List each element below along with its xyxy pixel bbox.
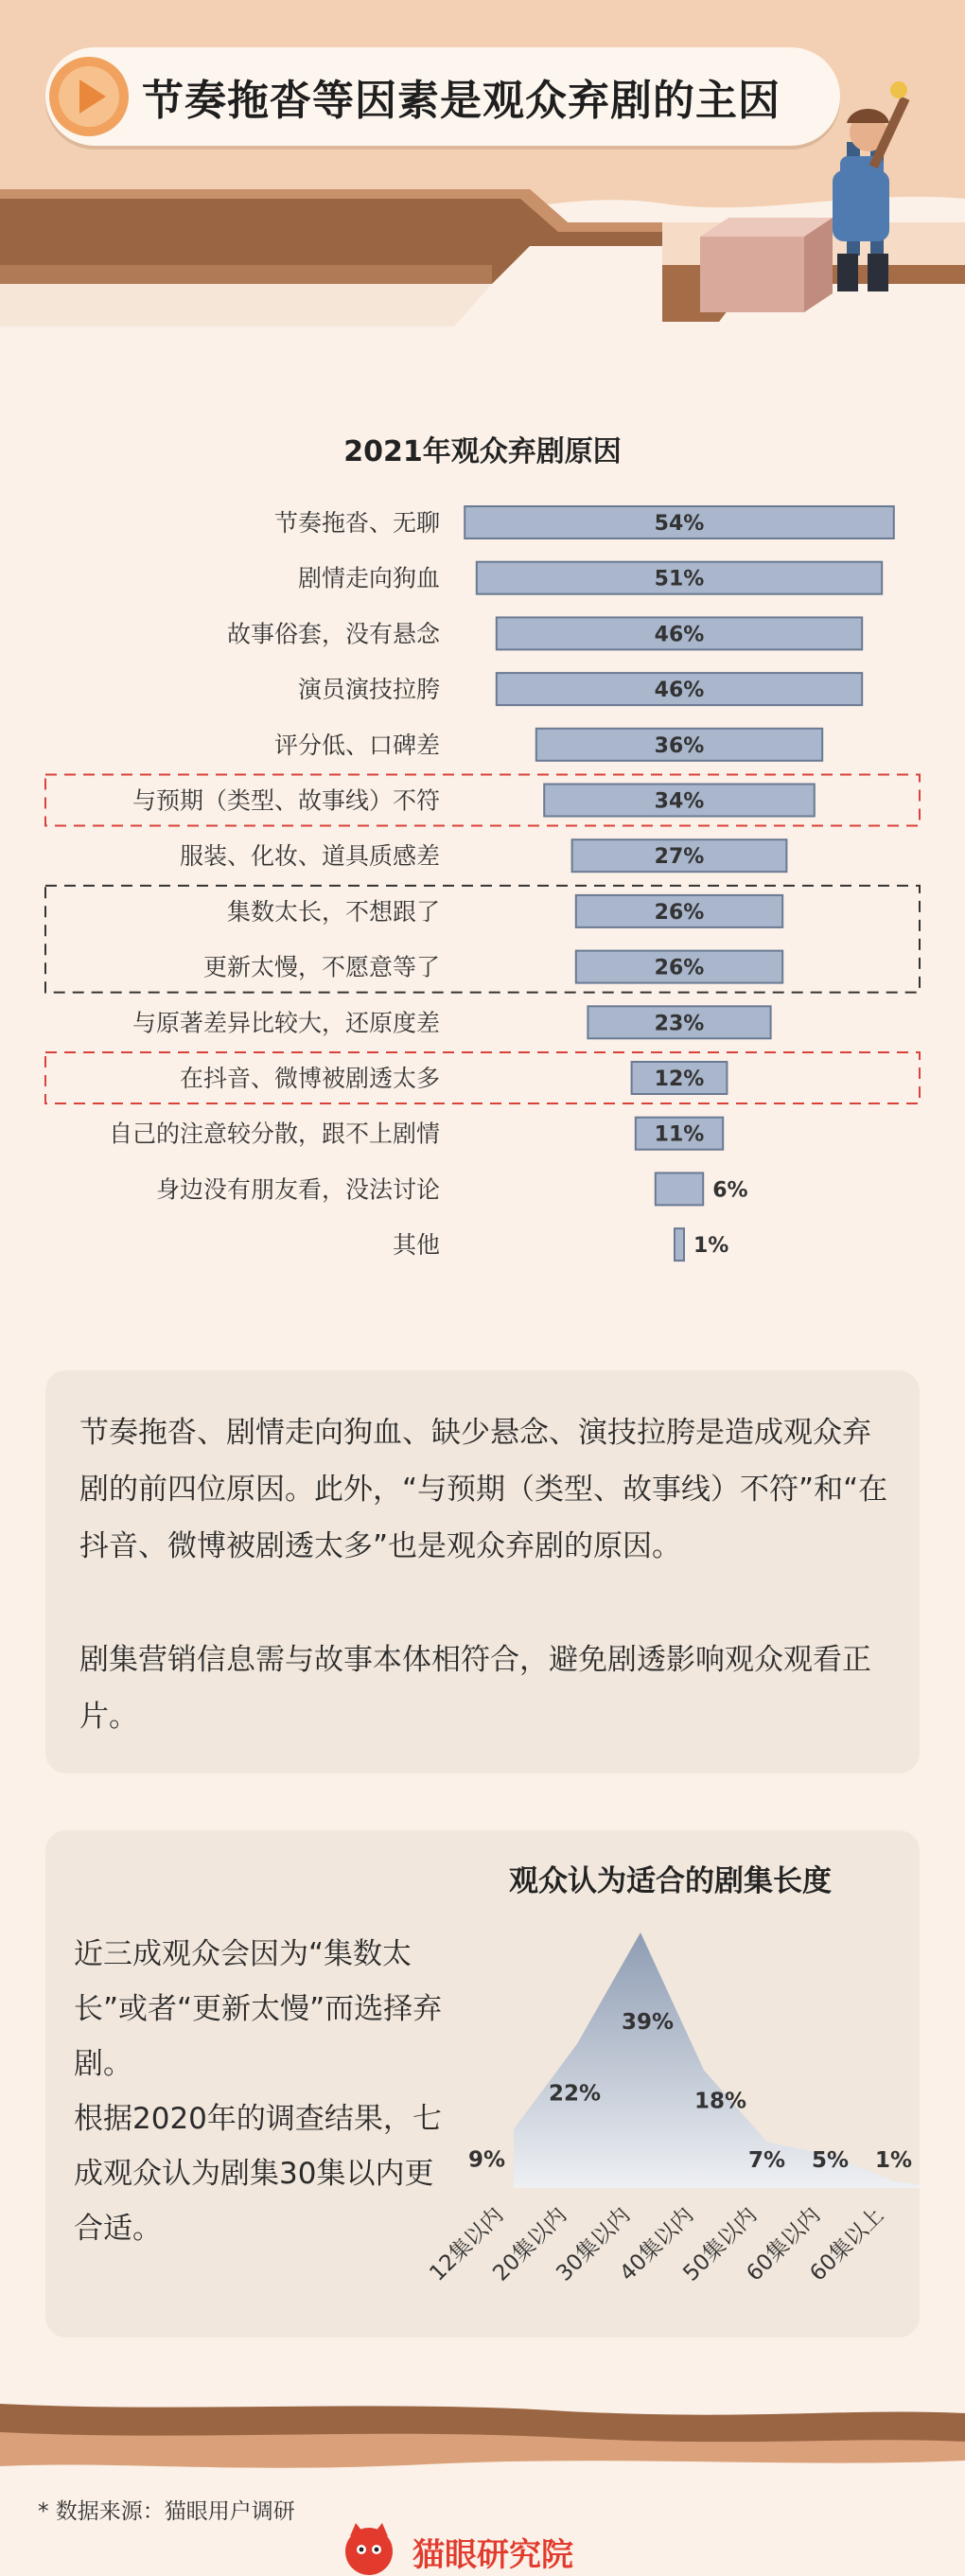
category-label: 身边没有朋友看，没法讨论	[155, 1175, 440, 1204]
category-label: 剧情走向狗血	[297, 564, 440, 592]
value-label: 26%	[654, 900, 705, 925]
value-label: 6%	[712, 1178, 748, 1203]
value-label: 9%	[468, 2147, 506, 2173]
value-label: 34%	[654, 789, 705, 814]
category-label: 评分低、口碑差	[273, 731, 440, 759]
brand-name: 猫眼研究院	[412, 2536, 573, 2574]
category-label: 节奏拖沓、无聊	[273, 509, 440, 537]
value-label: 39%	[622, 2010, 675, 2035]
length-paragraph-2: 根据2020年的调查结果，七成观众认为剧集30集以内更合适。	[74, 2102, 442, 2246]
category-label: 更新太慢，不愿意等了	[202, 953, 440, 981]
value-label: 22%	[549, 2081, 602, 2107]
value-label: 1%	[875, 2148, 913, 2173]
area-series	[514, 1932, 920, 2188]
value-label: 51%	[654, 567, 705, 591]
x-tick-label: 30集以内	[552, 2202, 636, 2286]
summary-paragraph-2: 剧集营销信息需与故事本体相符合，避免剧透影响观众观看正片。	[79, 1643, 871, 1734]
value-label: 27%	[654, 845, 705, 870]
value-label: 11%	[654, 1122, 705, 1147]
episode-length-area-chart	[45, 1830, 920, 2338]
length-paragraph-1: 近三成观众会因为“集数太长”或者“更新太慢”而选择弃剧。	[74, 1937, 443, 2081]
reasons-bar-chart	[0, 492, 965, 1278]
play-icon	[47, 55, 131, 138]
x-tick-label: 50集以内	[678, 2202, 763, 2286]
value-label: 23%	[654, 1012, 705, 1036]
length-chart-title: 观众认为适合的剧集长度	[509, 1864, 832, 1898]
highlight-box	[45, 886, 920, 993]
category-label: 与预期（类型、故事线）不符	[132, 786, 440, 815]
bar	[675, 1228, 684, 1261]
x-tick-label: 60集以上	[805, 2202, 889, 2286]
summary-paragraph-1: 节奏拖沓、剧情走向狗血、缺少悬念、演技拉胯是造成观众弃剧的前四位原因。此外，“与预期（类型、故事线）不符”和“在抖音、微博被剧透太多”也是观众弃剧的原因。	[79, 1416, 888, 1563]
chart-title: 2021年观众弃剧原因	[343, 435, 622, 468]
value-label: 7%	[748, 2148, 786, 2173]
value-label: 26%	[654, 956, 705, 980]
value-label: 12%	[654, 1067, 705, 1091]
value-label: 46%	[654, 623, 705, 647]
cat-logo-icon	[341, 2523, 397, 2576]
page-title: 节奏拖沓等因素是观众弃剧的主因	[142, 77, 781, 125]
category-label: 演员演技拉胯	[297, 676, 440, 704]
x-tick-label: 60集以内	[742, 2202, 826, 2286]
category-label: 集数太长，不想跟了	[226, 897, 440, 926]
episode-length-panel	[45, 1830, 920, 2338]
category-label: 自己的注意较分散，跟不上剧情	[108, 1120, 440, 1148]
bar	[656, 1173, 703, 1205]
value-label: 1%	[693, 1234, 729, 1259]
x-tick-label: 20集以内	[488, 2202, 572, 2286]
value-label: 36%	[654, 733, 705, 758]
x-tick-label: 40集以内	[615, 2202, 699, 2286]
category-label: 服装、化妆、道具质感差	[179, 842, 440, 871]
highlight-box	[45, 1052, 920, 1103]
x-tick-label: 12集以内	[425, 2202, 509, 2286]
data-source: * 数据来源：猫眼用户调研	[38, 2499, 295, 2524]
value-label: 5%	[812, 2148, 850, 2173]
value-label: 18%	[694, 2089, 747, 2114]
value-label: 54%	[654, 512, 705, 536]
category-label: 故事俗套，没有悬念	[226, 620, 440, 648]
bars	[109, 506, 894, 1261]
highlight-boxes	[45, 775, 920, 1104]
category-label: 其他	[392, 1231, 440, 1260]
summary-panel	[45, 1370, 920, 1773]
category-label: 与原著差异比较大，还原度差	[132, 1009, 440, 1037]
value-label: 46%	[654, 679, 705, 703]
category-label: 在抖音、微博被剧透太多	[179, 1065, 440, 1092]
